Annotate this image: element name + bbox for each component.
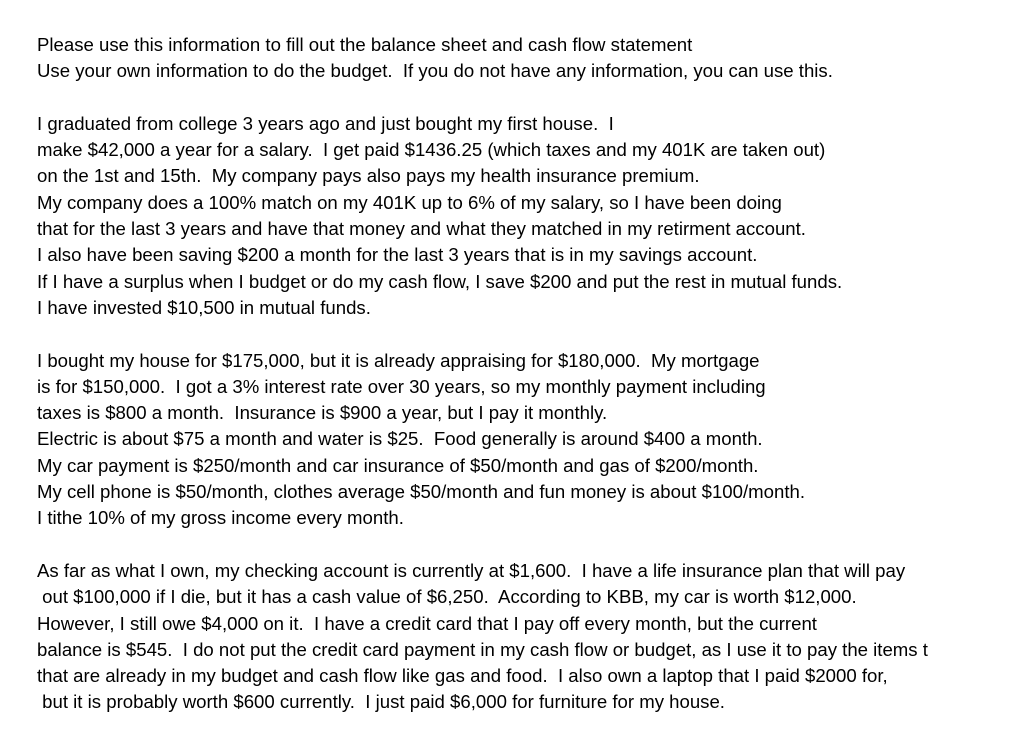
text-line: My car payment is $250/month and car insurance of $50/month and gas of $200/month. [37,454,759,476]
text-line: I tithe 10% of my gross income every month. [37,507,404,529]
text-line: Use your own information to do the budget. If you do not have any information, you can use this. [37,60,833,82]
paragraph-instructions [37,32,1017,85]
text-line: Electric is about $75 a month and water is $25. Food generally is around $400 a month. [37,428,763,450]
text-line: balance is $545. I do not put the credit card payment in my cash flow or budget, as I use it to pay the items t [37,638,928,660]
text-line: taxes is $800 a month. Insurance is $900 a year, but I pay it monthly. [37,402,608,424]
document-body [37,32,1017,716]
text-line: I graduated from college 3 years ago and just bought my first house. I [37,112,614,134]
text-line: out $100,000 if I die, but it has a cash value of $6,250. According to KBB, my car is worth $12,000. [37,586,857,608]
paragraph-expenses [37,348,1017,532]
text-line: My company does a 100% match on my 401K up to 6% of my salary, so I have been doing [37,191,782,213]
text-line: I bought my house for $175,000, but it is already appraising for $180,000. My mortgage [37,349,760,371]
text-line: make $42,000 a year for a salary. I get paid $1436.25 (which taxes and my 401K are taken out) [37,139,826,161]
paragraph-spacer [37,85,1017,111]
text-line: on the 1st and 15th. My company pays also pays my health insurance premium. [37,165,700,187]
text-line: As far as what I own, my checking account is currently at $1,600. I have a life insurance plan that will pay [37,559,906,581]
text-line: My cell phone is $50/month, clothes average $50/month and fun money is about $100/month. [37,481,805,503]
paragraph-spacer [37,321,1017,347]
text-line: I also have been saving $200 a month for the last 3 years that is in my savings account. [37,244,758,266]
paragraph-assets [37,558,1017,716]
text-line: but it is probably worth $600 currently. I just paid $6,000 for furniture for my house. [37,691,725,713]
text-line: If I have a surplus when I budget or do my cash flow, I save $200 and put the rest in mutual funds. [37,270,843,292]
text-line: that are already in my budget and cash flow like gas and food. I also own a laptop that I paid $2000 for, [37,665,888,687]
text-line: that for the last 3 years and have that money and what they matched in my retirment account. [37,218,806,240]
text-line: Please use this information to fill out the balance sheet and cash flow statement [37,34,693,55]
paragraph-spacer [37,532,1017,558]
text-line: I have invested $10,500 in mutual funds. [37,296,371,318]
paragraph-income [37,111,1017,321]
text-line: However, I still owe $4,000 on it. I have a credit card that I pay off every month, but the current [37,612,817,634]
text-line: is for $150,000. I got a 3% interest rate over 30 years, so my monthly payment including [37,375,766,397]
